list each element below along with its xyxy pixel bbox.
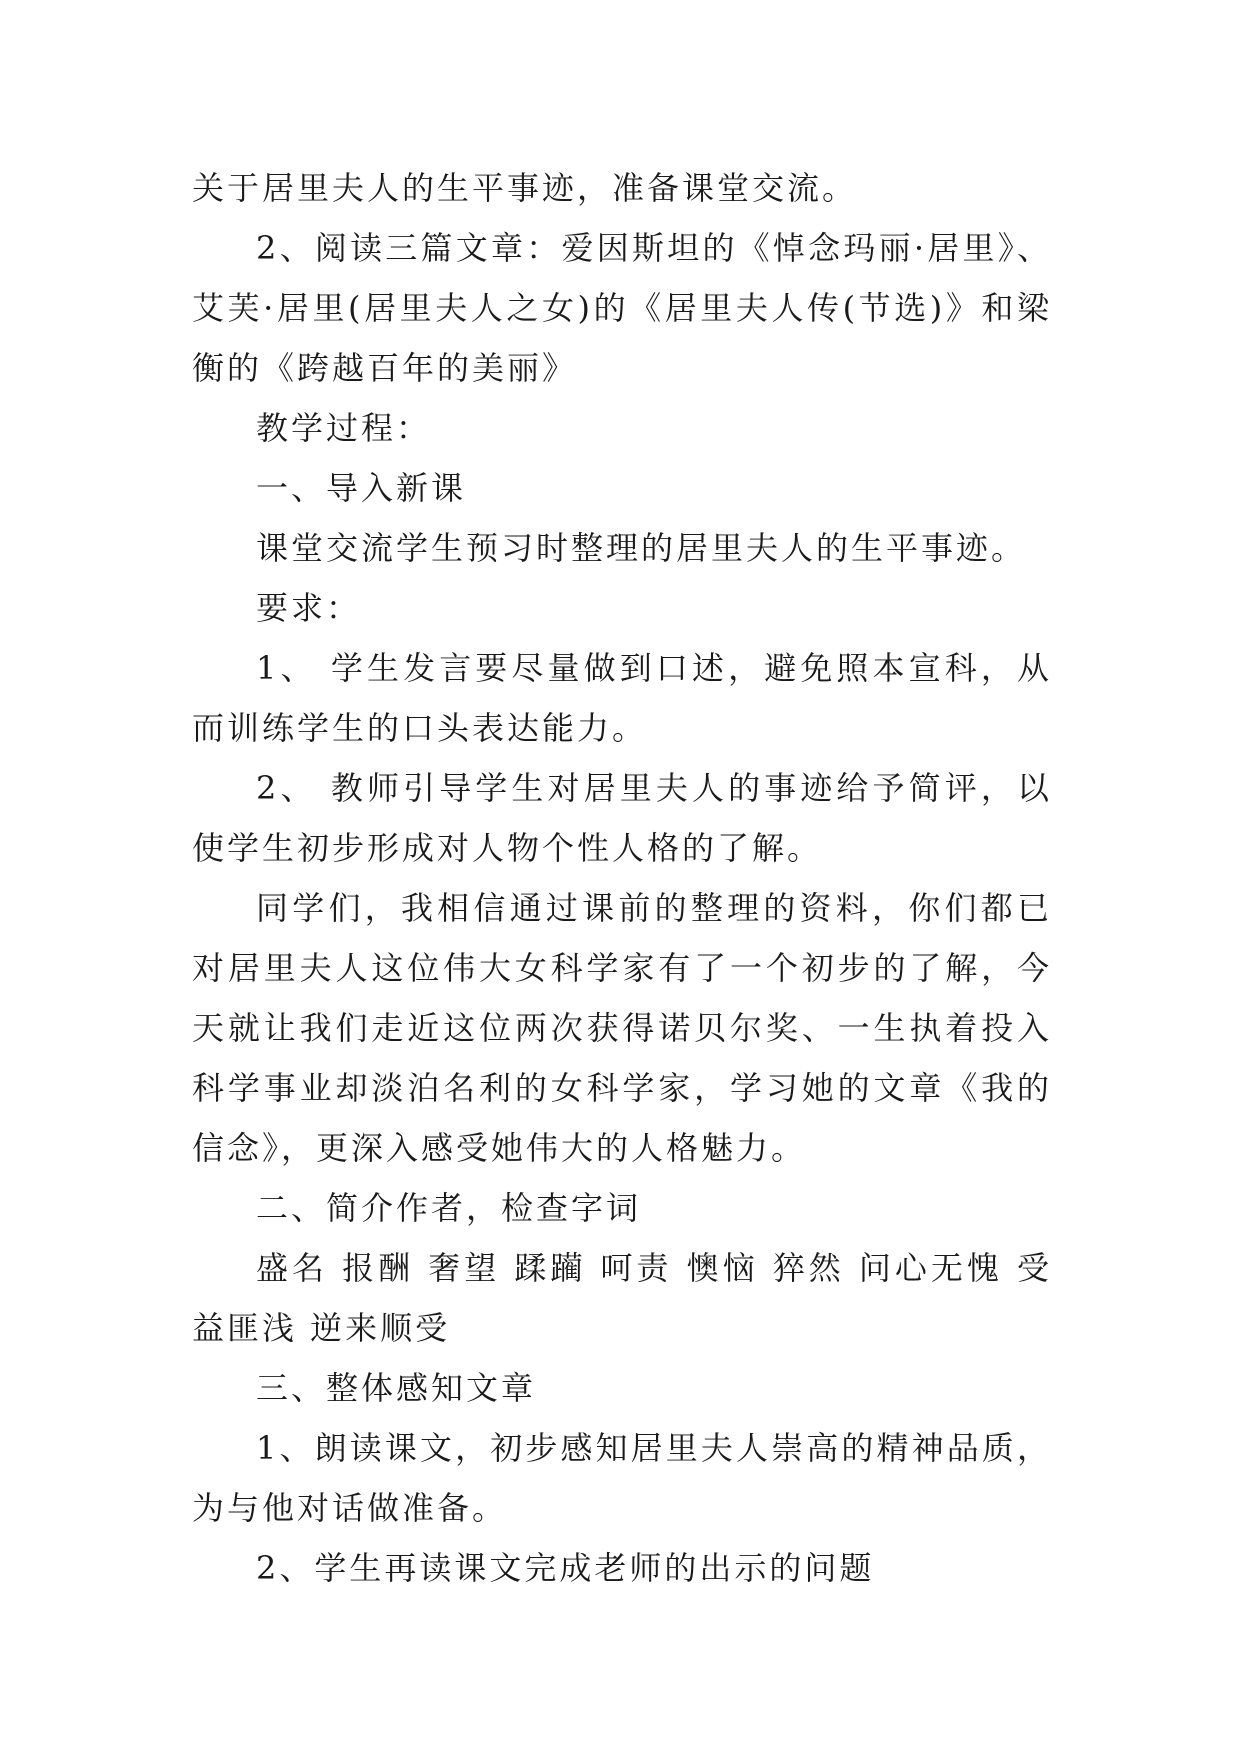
paragraph: 教学过程： xyxy=(256,409,432,447)
paragraph: 同学们，我相信通过课前的整理的资料，你们都已对居里夫人这位伟大女科学家有了一个初步的了解，今天就让我们走近这位两次获得诺贝尔奖、一生执着投入科学事业却淡泊名利的女科学家，学习她的文章《我的信念》，更深入感受她伟大的人格魅力。 xyxy=(192,889,1052,1167)
paragraph: 2、阅读三篇文章：爱因斯坦的《悼念玛丽·居里》、艾芙·居里(居里夫人之女)的《居里夫人传(节选)》和梁衡的《跨越百年的美丽》 xyxy=(192,229,1052,387)
document-body xyxy=(192,158,1052,1598)
paragraph: 要求： xyxy=(256,589,362,627)
paragraph: 关于居里夫人的生平事迹，准备课堂交流。 xyxy=(192,169,858,207)
section-heading: 一、导入新课 xyxy=(256,469,467,507)
list-item: 2、 教师引导学生对居里夫人的事迹给予简评，以使学生初步形成对人物个性人格的了解。 xyxy=(192,769,1052,867)
paragraph: 课堂交流学生预习时整理的居里夫人的生平事迹。 xyxy=(256,529,1027,567)
vocabulary-list: 盛名 报酬 奢望 蹂躏 呵责 懊恼 猝然 问心无愧 受益匪浅 逆来顺受 xyxy=(192,1249,1052,1347)
list-item: 1、 学生发言要尽量做到口述，避免照本宣科，从而训练学生的口头表达能力。 xyxy=(192,649,1052,747)
section-heading: 二、简介作者，检查字词 xyxy=(256,1189,642,1227)
list-item: 2、学生再读课文完成老师的出示的问题 xyxy=(256,1549,875,1587)
list-item: 1、朗读课文，初步感知居里夫人崇高的精神品质，为与他对话做准备。 xyxy=(192,1429,1052,1527)
section-heading: 三、整体感知文章 xyxy=(256,1369,537,1407)
